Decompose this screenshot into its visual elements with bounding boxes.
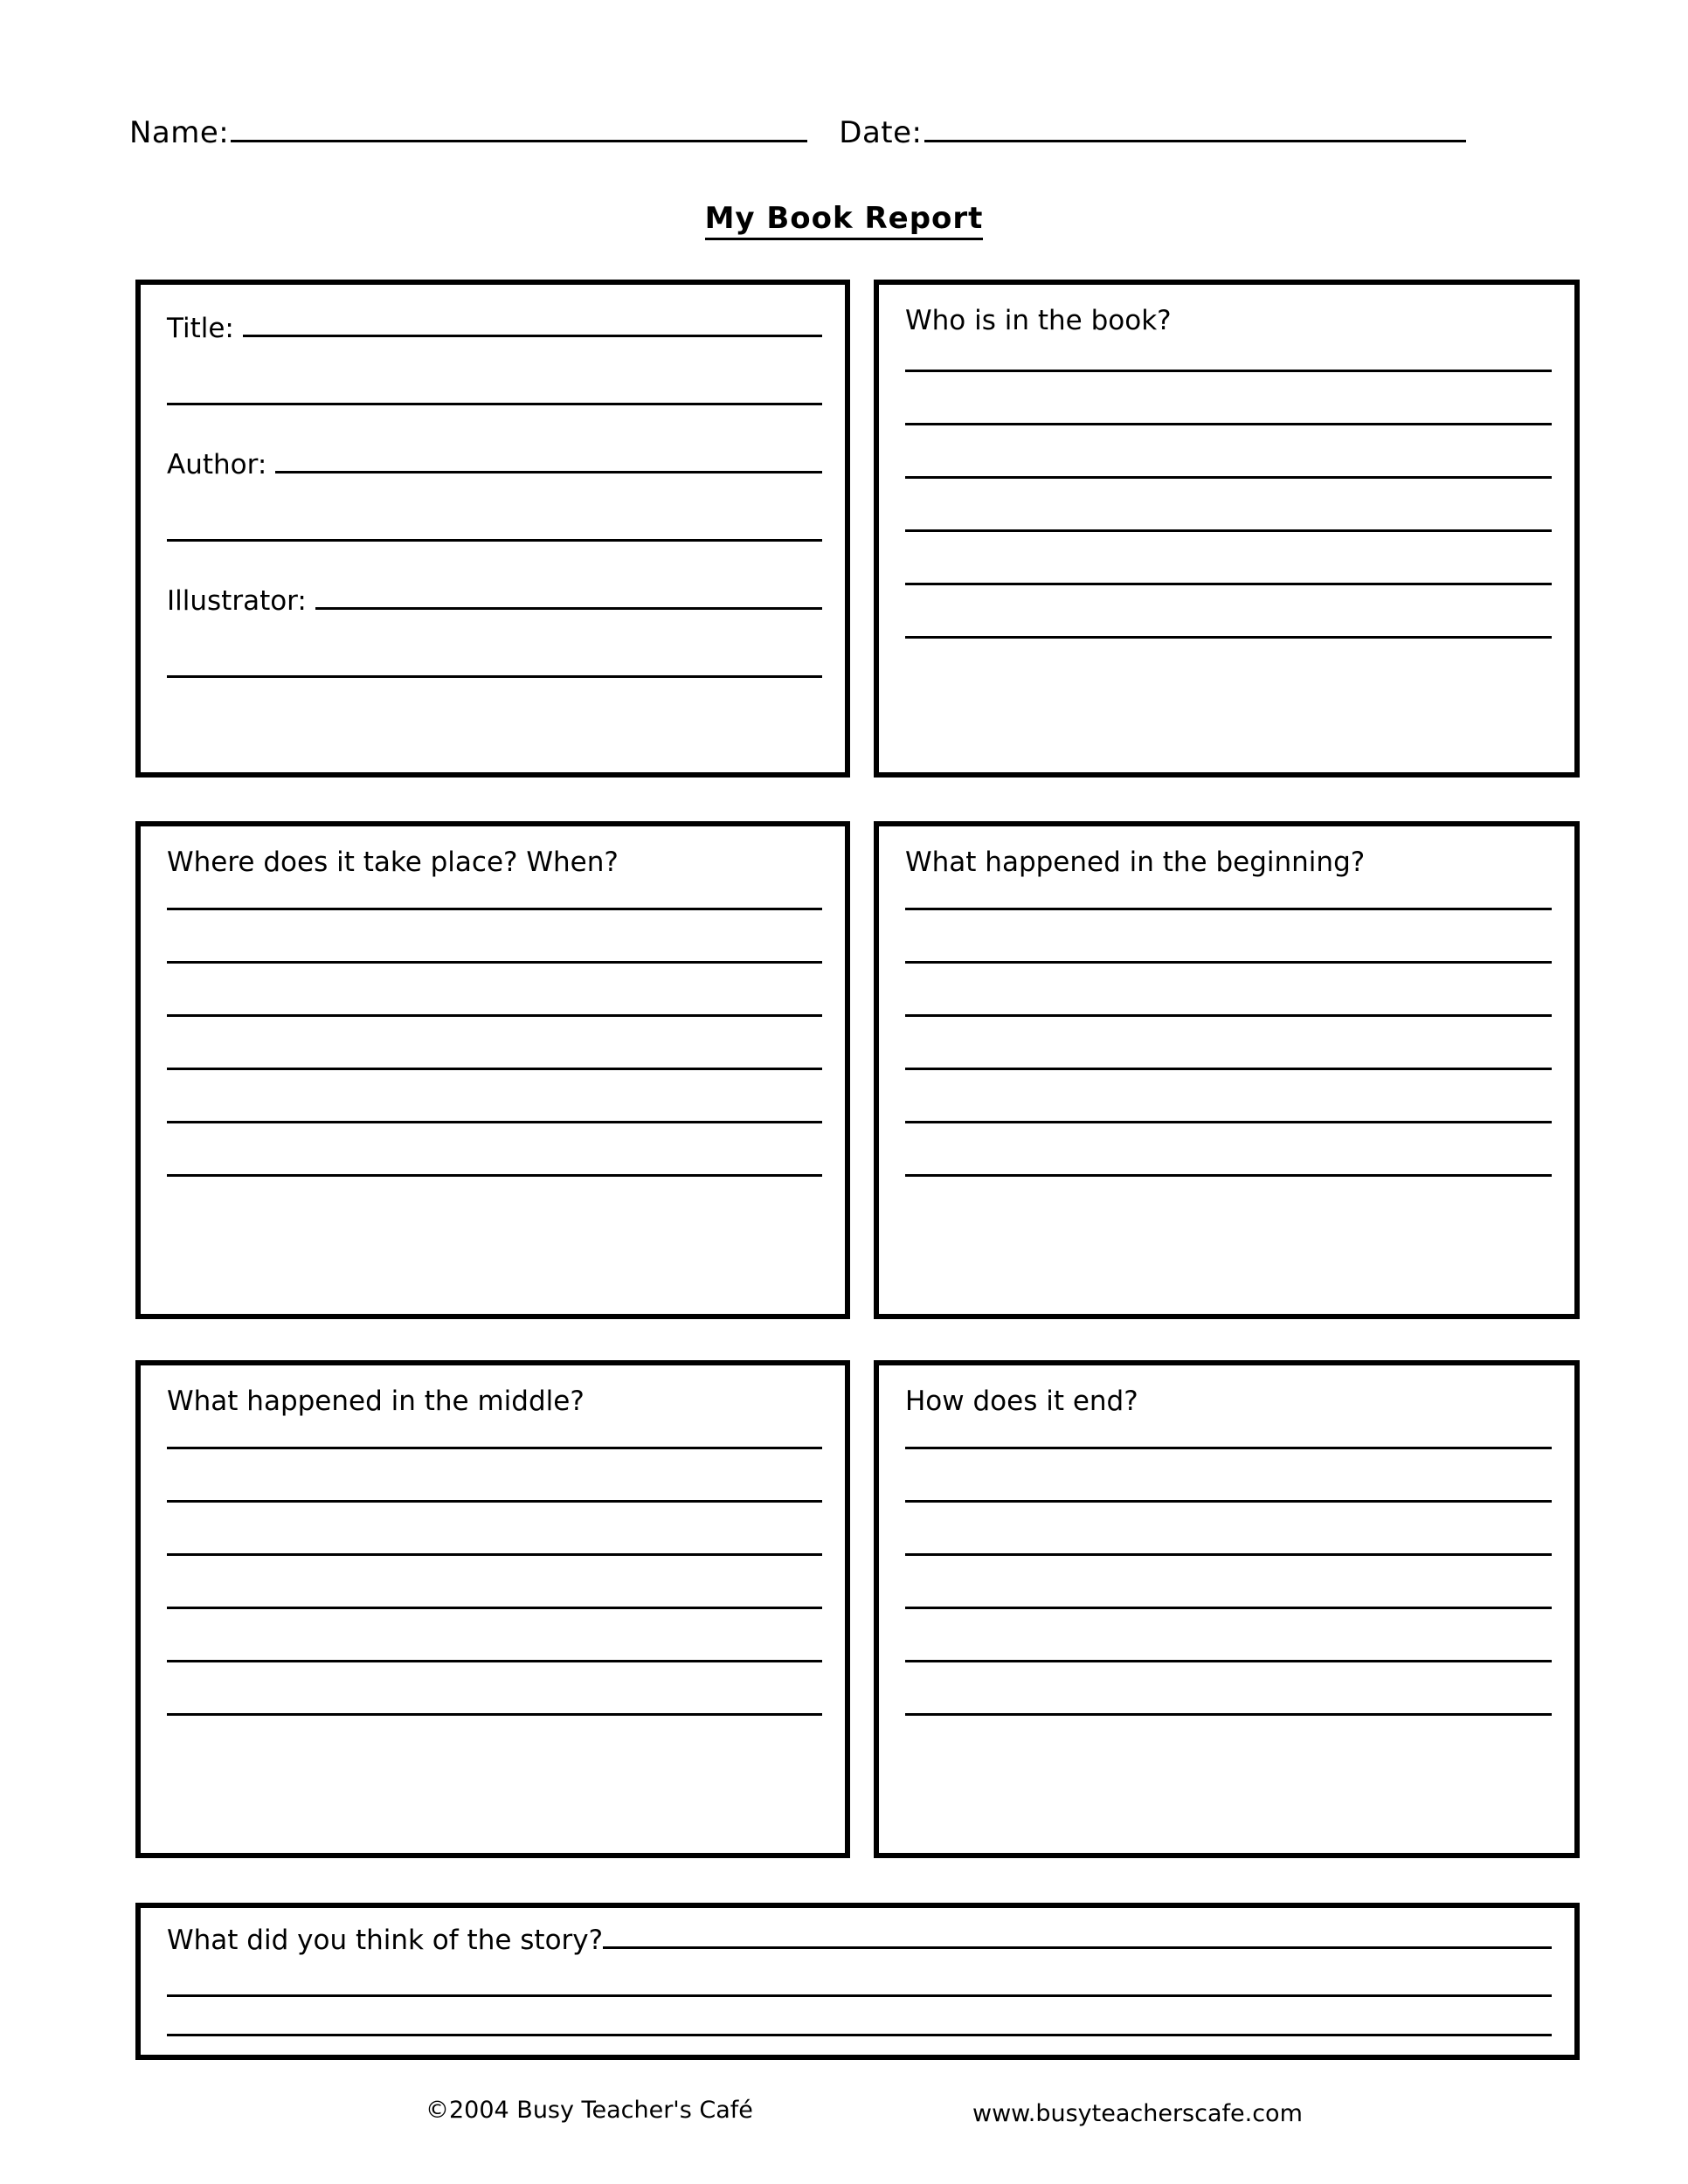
- answer-line[interactable]: [167, 1447, 822, 1449]
- who-in-book-prompt: Who is in the book?: [905, 305, 1172, 336]
- page-title-text: My Book Report: [705, 201, 984, 240]
- illustrator-write-line[interactable]: [315, 607, 822, 610]
- who-in-book-lines: [905, 370, 1552, 639]
- answer-line[interactable]: [167, 1660, 822, 1662]
- answer-line[interactable]: [905, 1553, 1552, 1556]
- middle-prompt: What happened in the middle?: [167, 1386, 585, 1417]
- opinion-prompt: What did you think of the story?: [167, 1925, 604, 1956]
- answer-line[interactable]: [905, 529, 1552, 532]
- opinion-box: [135, 1903, 1580, 2060]
- author-label: Author:: [167, 449, 267, 480]
- answer-line[interactable]: [167, 1713, 822, 1716]
- author-write-line[interactable]: [275, 471, 822, 473]
- answer-line[interactable]: [905, 1174, 1552, 1177]
- beginning-box: [874, 821, 1580, 1319]
- answer-line[interactable]: [905, 1660, 1552, 1662]
- author-field-row: [167, 449, 822, 480]
- answer-line[interactable]: [905, 583, 1552, 585]
- date-write-line[interactable]: [924, 140, 1466, 142]
- answer-line[interactable]: [167, 2034, 1552, 2036]
- answer-line[interactable]: [905, 961, 1552, 964]
- page-title: [0, 201, 1688, 236]
- setting-lines: [167, 908, 822, 1177]
- name-write-line[interactable]: [231, 140, 807, 142]
- answer-line[interactable]: [905, 1121, 1552, 1123]
- answer-line[interactable]: [603, 1946, 1552, 1949]
- title-field-row: [167, 313, 822, 344]
- answer-line[interactable]: [905, 1500, 1552, 1503]
- illustrator-label: Illustrator:: [167, 585, 307, 617]
- illustrator-write-line-2[interactable]: [167, 675, 822, 678]
- answer-line[interactable]: [905, 1068, 1552, 1070]
- answer-line[interactable]: [905, 1447, 1552, 1449]
- answer-line[interactable]: [167, 961, 822, 964]
- ending-box: [874, 1360, 1580, 1858]
- name-date-row: [129, 115, 1562, 150]
- illustrator-field-row: [167, 585, 822, 617]
- answer-line[interactable]: [905, 908, 1552, 910]
- answer-line[interactable]: [167, 908, 822, 910]
- author-write-line-2[interactable]: [167, 539, 822, 542]
- website-text: www.busyteacherscafe.com: [972, 2100, 1303, 2127]
- answer-line[interactable]: [905, 370, 1552, 372]
- answer-line[interactable]: [167, 1994, 1552, 1997]
- date-label: Date:: [839, 115, 923, 150]
- beginning-prompt: What happened in the beginning?: [905, 847, 1366, 878]
- answer-line[interactable]: [905, 636, 1552, 639]
- answer-line[interactable]: [167, 1014, 822, 1017]
- answer-line[interactable]: [905, 476, 1552, 479]
- ending-prompt: How does it end?: [905, 1386, 1138, 1417]
- middle-box: [135, 1360, 850, 1858]
- answer-line[interactable]: [167, 1121, 822, 1123]
- answer-line[interactable]: [167, 1607, 822, 1609]
- who-in-book-box: [874, 280, 1580, 778]
- answer-line[interactable]: [167, 1068, 822, 1070]
- answer-line[interactable]: [905, 423, 1552, 425]
- copyright-text: ©2004 Busy Teacher's Café: [425, 2097, 753, 2124]
- answer-line[interactable]: [905, 1713, 1552, 1716]
- answer-line[interactable]: [905, 1607, 1552, 1609]
- answer-line[interactable]: [167, 1174, 822, 1177]
- ending-lines: [905, 1447, 1552, 1716]
- opinion-prompt-row: [167, 1924, 1552, 1958]
- answer-line[interactable]: [905, 1014, 1552, 1017]
- answer-line[interactable]: [167, 1553, 822, 1556]
- title-write-line[interactable]: [243, 335, 822, 337]
- beginning-lines: [905, 908, 1552, 1177]
- title-label: Title:: [167, 313, 234, 344]
- title-write-line-2[interactable]: [167, 403, 822, 405]
- name-label: Name:: [129, 115, 230, 150]
- setting-box: [135, 821, 850, 1319]
- setting-prompt: Where does it take place? When?: [167, 847, 619, 878]
- book-info-box: [135, 280, 850, 778]
- middle-lines: [167, 1447, 822, 1716]
- answer-line[interactable]: [167, 1500, 822, 1503]
